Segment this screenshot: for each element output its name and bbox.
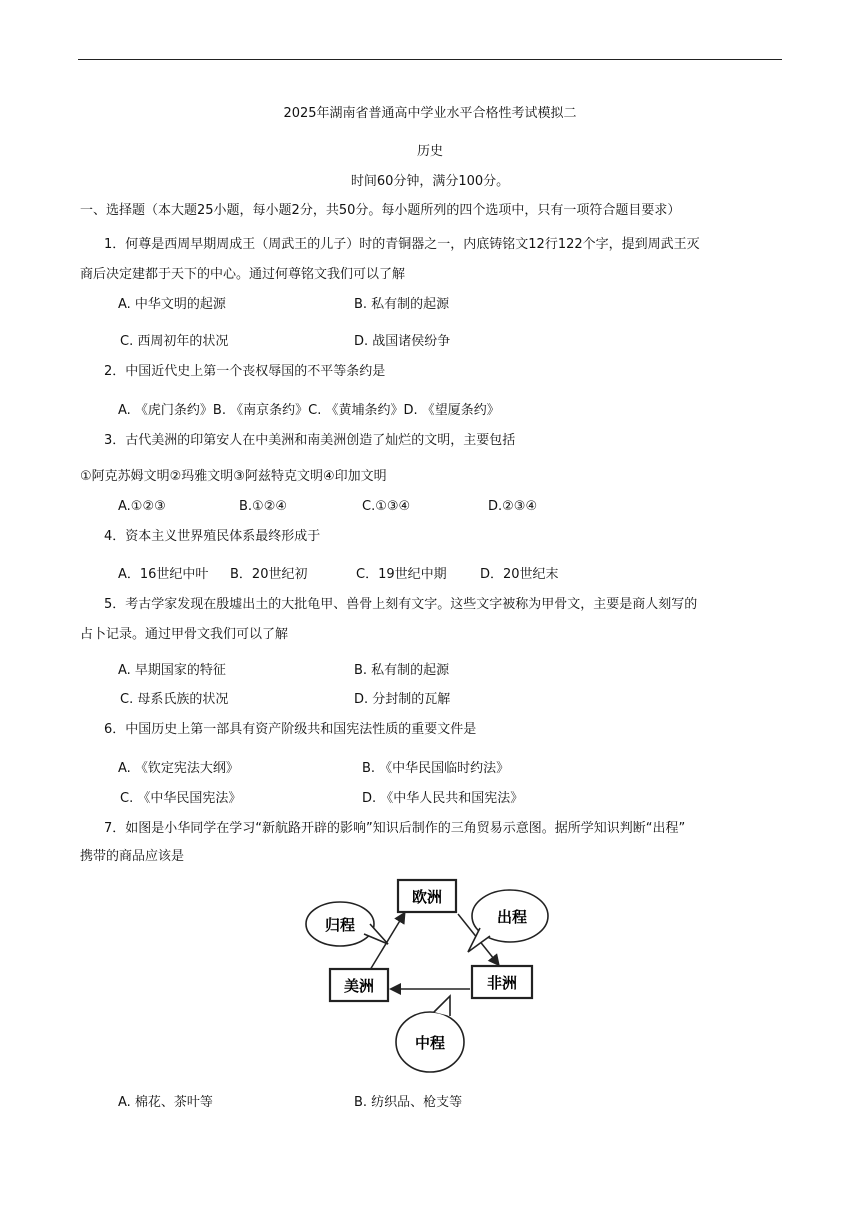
triangle-trade-diagram — [300, 872, 560, 1082]
q1-option-c: C. 西周初年的状况 — [120, 334, 229, 349]
q6-option-c: C. 《中华民国宪法》 — [120, 791, 242, 806]
q3-stem: 3．古代美洲的印第安人在中美洲和南美洲创造了灿烂的文明，主要包括 — [104, 433, 516, 448]
q7-stem-line1: 7．如图是小华同学在学习“新航路开辟的影响”知识后制作的三角贸易示意图。据所学知识判断“出程” — [104, 821, 686, 836]
africa-box — [472, 966, 532, 998]
q4-option-c: C．19世纪中期 — [356, 567, 447, 582]
q6-option-a: A. 《钦定宪法大纲》 — [118, 761, 239, 776]
europe-label: 欧洲 — [411, 888, 443, 906]
america-label: 美洲 — [343, 977, 375, 995]
q1-stem-line1: 1．何尊是西周早期周成王（周武王的儿子）时的青铜器之一，内底铸铭文12行122个字，提到周武王灭 — [104, 237, 700, 252]
q5-stem-line1: 5．考古学家发现在殷墟出土的大批龟甲、兽骨上刻有文字。这些文字被称为甲骨文，主要是商人刻写的 — [104, 597, 698, 612]
q5-option-d: D. 分封制的瓦解 — [354, 692, 451, 707]
q7-stem-line2: 携带的商品应该是 — [80, 849, 185, 864]
europe-box — [398, 880, 456, 912]
q4-option-a: A．16世纪中叶 — [118, 567, 209, 582]
q4-stem: 4．资本主义世界殖民体系最终形成于 — [104, 529, 321, 544]
q3-option-c: C.①③④ — [362, 499, 411, 514]
q5-stem-line2: 占卜记录。通过甲骨文我们可以了解 — [80, 627, 289, 642]
exam-title: 2025年湖南省普通高中学业水平合格性考试模拟二 — [283, 106, 577, 121]
america-box — [330, 969, 388, 1001]
africa-label: 非洲 — [486, 974, 518, 992]
return-bubble — [306, 902, 388, 946]
q2-stem: 2．中国近代史上第一个丧权辱国的不平等条约是 — [104, 364, 386, 379]
q1-stem-line2: 商后决定建都于天下的中心。通过何尊铭文我们可以了解 — [80, 267, 406, 282]
q5-option-c: C. 母系氏族的状况 — [120, 692, 229, 707]
q7-option-a: A. 棉花、茶叶等 — [118, 1095, 213, 1110]
q7-option-b: B. 纺织品、枪支等 — [354, 1095, 463, 1110]
outbound-label: 出程 — [496, 908, 528, 926]
outbound-bubble — [468, 890, 548, 952]
middle-bubble — [396, 996, 464, 1072]
q5-option-b: B. 私有制的起源 — [354, 663, 450, 678]
return-label: 归程 — [324, 916, 356, 934]
exam-time-info: 时间60分钟，满分100分。 — [350, 174, 510, 189]
header-rule — [78, 59, 782, 60]
q3-option-d: D.②③④ — [488, 499, 538, 514]
q3-items: ①阿克苏姆文明②玛雅文明③阿兹特克文明④印加文明 — [80, 469, 387, 484]
q3-option-a: A.①②③ — [118, 499, 166, 514]
q2-options: A. 《虎门条约》B. 《南京条约》C. 《黄埔条约》D. 《望厦条约》 — [118, 403, 500, 418]
middle-label: 中程 — [414, 1034, 446, 1052]
q3-option-b: B.①②④ — [239, 499, 288, 514]
q6-option-b: B. 《中华民国临时约法》 — [362, 761, 510, 776]
q4-option-d: D．20世纪末 — [480, 567, 559, 582]
q6-stem: 6．中国历史上第一部具有资产阶级共和国宪法性质的重要文件是 — [104, 722, 477, 737]
section-heading: 一、选择题（本大题25小题，每小题2分，共50分。每小题所列的四个选项中，只有一项符合题目要求） — [80, 203, 681, 218]
q6-option-d: D. 《中华人民共和国宪法》 — [362, 791, 524, 806]
exam-subject: 历史 — [416, 144, 443, 159]
q1-option-d: D. 战国诸侯纷争 — [354, 334, 451, 349]
q4-option-b: B．20世纪初 — [230, 567, 308, 582]
q1-option-b: B. 私有制的起源 — [354, 297, 450, 312]
q1-option-a: A. 中华文明的起源 — [118, 297, 226, 312]
q5-option-a: A. 早期国家的特征 — [118, 663, 226, 678]
